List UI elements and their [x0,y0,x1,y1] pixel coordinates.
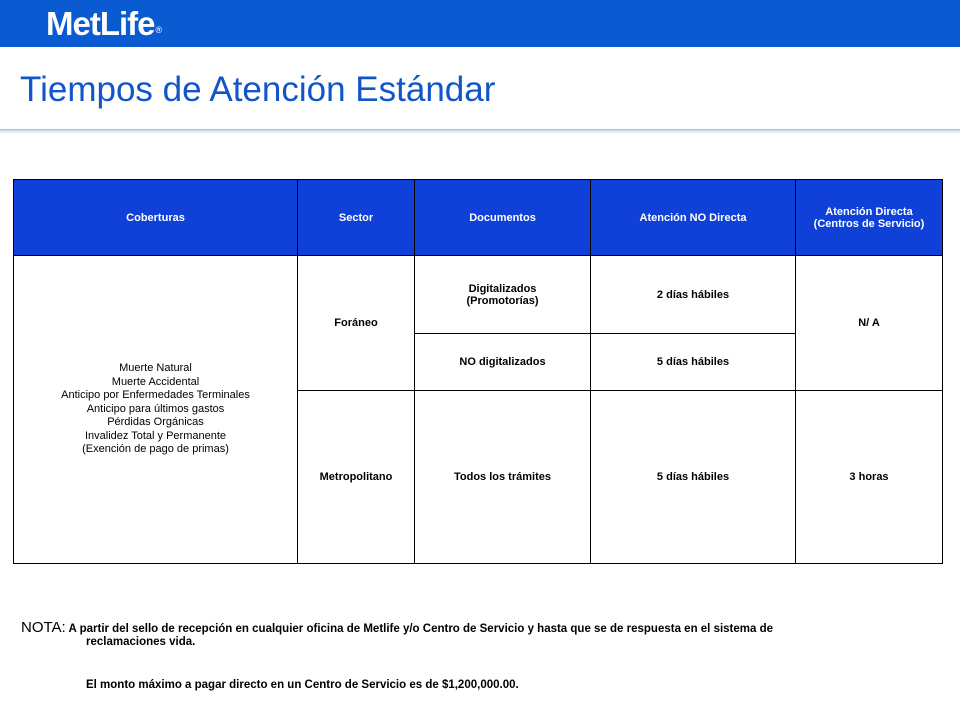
doc-digitalizados [415,256,591,334]
note-label: NOTA: [21,619,66,636]
coverage-item: Anticipo por Enfermedades Terminales [61,389,250,402]
doc-digitalizados-line2: (Promotorías) [466,294,539,307]
coverage-item: (Exención de pago de primas) [82,443,229,456]
header-sector: Sector [298,180,415,256]
header-documentos: Documentos [415,180,591,256]
coverage-item: Muerte Accidental [111,375,200,388]
note-max-amount: El monto máximo a pagar directo en un Centro de Servicio es de $1,200,000.00. [86,679,519,691]
header-directa-line2: (Centros de Servicio) [813,217,925,230]
coverage-item: Pérdidas Orgánicas [107,416,204,429]
coverage-item: Muerte Natural [119,362,192,375]
time-no-digitalizados: 5 días hábiles [591,334,796,391]
time-digitalizados: 2 días hábiles [591,256,796,334]
page-title: Tiempos de Atención Estándar [20,70,496,109]
doc-no-digitalizados: NO digitalizados [415,334,591,391]
note-text: A partir del sello de recepción en cualquier oficina de Metlife y/o Centro de Servicio y hasta que se de respuesta en el sistema de [68,623,774,635]
note-paragraph [21,619,901,648]
coverages-cell [14,256,298,564]
sector-foraneo: Foráneo [298,256,415,391]
sector-metropolitano: Metropolitano [298,391,415,564]
table-header-row [14,180,943,256]
metlife-logo [46,4,161,44]
doc-digitalizados-line1: Digitalizados [468,282,537,295]
header-directa-line1: Atención Directa [825,205,913,218]
direct-foraneo: N/ A [796,256,943,391]
time-metropolitano: 5 días hábiles [591,391,796,564]
header-atencion-directa [796,180,943,256]
brand-name: MetLife [46,5,155,42]
service-times-table [13,179,943,564]
coverage-item: Anticipo para últimos gastos [86,402,225,415]
title-divider-shadow [0,130,960,134]
direct-metropolitano: 3 horas [796,391,943,564]
coverage-item: Invalidez Total y Permanente [84,429,227,442]
table-row [14,256,943,334]
doc-todos-tramites: Todos los trámites [415,391,591,564]
registered-mark: ® [155,25,163,35]
header-atencion-no-directa: Atención NO Directa [591,180,796,256]
header-coberturas: Coberturas [14,180,298,256]
note-text-continued: reclamaciones vida. [86,636,196,648]
header-bar [0,0,960,47]
